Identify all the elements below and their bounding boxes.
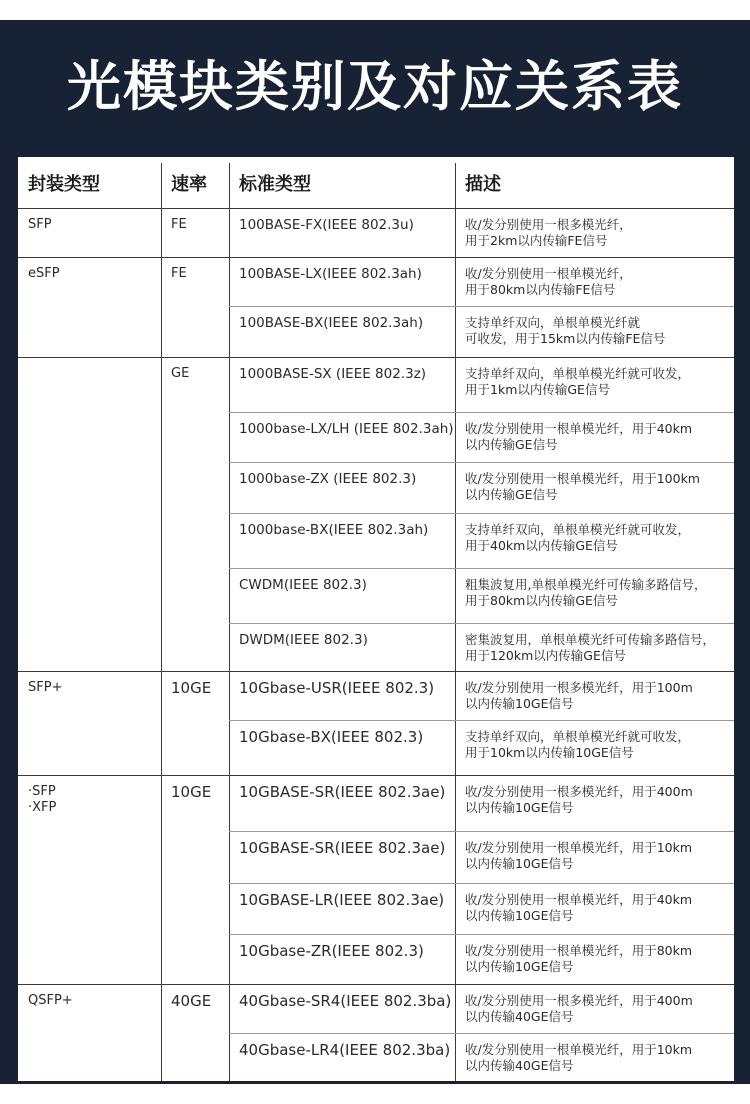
description-cell: 收/发分别使用一根单模光纤，用于10km 以内传输40GE信号: [465, 1042, 693, 1073]
row-divider: [18, 208, 734, 209]
rate-header: 速率: [171, 173, 207, 195]
row-divider: [18, 257, 734, 258]
description-cell: 支持单纤双向，单根单模光纤就可收发， 用于40km以内传输GE信号: [465, 522, 691, 553]
rate-cell: FE: [171, 217, 187, 232]
standard-cell: 1000BASE-SX (IEEE 802.3z): [239, 366, 427, 382]
row-divider: [229, 412, 734, 413]
standard-cell: 40Gbase-SR4(IEEE 802.3ba): [239, 992, 452, 1010]
description-cell: 支持单纤双向，单根单模光纤就可收发， 用于1km以内传输GE信号: [465, 366, 691, 397]
standard-cell: 10GBASE-LR(IEEE 802.3ae): [239, 891, 445, 909]
row-divider: [229, 568, 734, 569]
description-cell: 收/发分别使用一根单模光纤，用于80km 以内传输10GE信号: [465, 943, 693, 974]
package-cell: SFP: [28, 217, 52, 232]
rate-cell: GE: [171, 366, 190, 381]
description-cell: 收/发分别使用一根多模光纤，用于400m 以内传输10GE信号: [465, 784, 693, 815]
page-title: 光模块类别及对应关系表: [67, 54, 683, 118]
row-divider: [18, 671, 734, 672]
description-header: 描述: [465, 173, 501, 195]
description-cell: 支持单纤双向，单根单模光纤就可收发， 用于10km以内传输10GE信号: [465, 729, 691, 760]
description-cell: 收/发分别使用一根多模光纤， 用于2km以内传输FE信号: [465, 217, 632, 248]
column-divider: [229, 163, 230, 1081]
column-divider: [455, 163, 456, 1081]
description-cell: 收/发分别使用一根单模光纤，用于100km 以内传输GE信号: [465, 471, 700, 502]
description-cell: 密集波复用，单根单模光纤可传输多路信号， 用于120km以内传输GE信号: [465, 632, 716, 663]
description-cell: 收/发分别使用一根多模光纤，用于100m 以内传输10GE信号: [465, 680, 693, 711]
rate-cell: FE: [171, 266, 187, 281]
description-cell: 收/发分别使用一根单模光纤，用于40km 以内传输GE信号: [465, 421, 693, 452]
standard-cell: 1000base-LX/LH (IEEE 802.3ah): [239, 421, 454, 437]
package-cell: eSFP: [28, 266, 60, 281]
row-divider: [229, 462, 734, 463]
row-divider: [229, 623, 734, 624]
package-cell: QSFP+: [28, 993, 73, 1008]
row-divider: [229, 720, 734, 721]
package-cell: ·SFP ·XFP: [28, 784, 57, 815]
standard-cell: 1000base-ZX (IEEE 802.3): [239, 471, 417, 487]
standard-cell: 100BASE-FX(IEEE 802.3u): [239, 217, 414, 233]
column-divider: [161, 163, 162, 1081]
row-divider: [229, 306, 734, 307]
row-divider: [229, 934, 734, 935]
row-divider: [229, 513, 734, 514]
rate-cell: 40GE: [171, 992, 212, 1010]
row-divider: [229, 1033, 734, 1034]
package-cell: SFP+: [28, 680, 63, 695]
row-divider: [18, 775, 734, 776]
standard-cell: 40Gbase-LR4(IEEE 802.3ba): [239, 1041, 451, 1059]
standard-cell: 10Gbase-BX(IEEE 802.3): [239, 728, 424, 746]
standard-cell: CWDM(IEEE 802.3): [239, 577, 367, 593]
standard-cell: 100BASE-LX(IEEE 802.3ah): [239, 266, 422, 282]
row-divider: [229, 883, 734, 884]
description-cell: 收/发分别使用一根多模光纤，用于400m 以内传输40GE信号: [465, 993, 693, 1024]
description-cell: 粗集波复用,单根单模光纤可传输多路信号， 用于80km以内传输GE信号: [465, 577, 707, 608]
description-cell: 支持单纤双向，单根单模光纤就 可收发，用于15km以内传输FE信号: [465, 315, 666, 346]
description-cell: 收/发分别使用一根单模光纤，用于10km 以内传输10GE信号: [465, 840, 693, 871]
description-cell: 收/发分别使用一根单模光纤， 用于80km以内传输FE信号: [465, 266, 632, 297]
row-divider: [18, 984, 734, 985]
module-table: [18, 157, 734, 1081]
standard-cell: 10Gbase-USR(IEEE 802.3): [239, 679, 435, 697]
standard-cell: 100BASE-BX(IEEE 802.3ah): [239, 315, 424, 331]
standard-cell: 10GBASE-SR(IEEE 802.3ae): [239, 783, 446, 801]
package-header: 封装类型: [28, 173, 100, 195]
standard-cell: 1000base-BX(IEEE 802.3ah): [239, 522, 429, 538]
row-divider: [18, 357, 734, 358]
rate-cell: 10GE: [171, 679, 212, 697]
standard-cell: 10GBASE-SR(IEEE 802.3ae): [239, 839, 446, 857]
rate-cell: 10GE: [171, 783, 212, 801]
standard-header: 标准类型: [239, 173, 311, 195]
standard-cell: 10Gbase-ZR(IEEE 802.3): [239, 942, 424, 960]
description-cell: 收/发分别使用一根单模光纤，用于40km 以内传输10GE信号: [465, 892, 693, 923]
row-divider: [229, 831, 734, 832]
standard-cell: DWDM(IEEE 802.3): [239, 632, 368, 648]
